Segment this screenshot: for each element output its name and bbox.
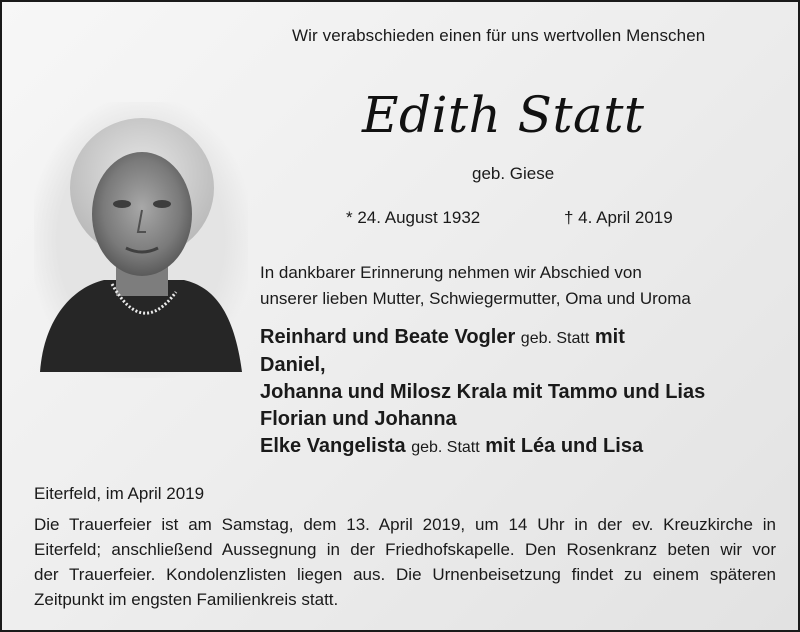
portrait-illustration — [34, 102, 248, 378]
death-date: † 4. April 2019 — [564, 208, 673, 227]
ceremony-line: der Trauerfeier. Kondolenzlisten liegen aus. Die Urnenbeisetzung findet zu einem späteren — [34, 565, 776, 584]
intro-text: Wir verabschieden einen für uns wertvollen Menschen — [292, 26, 706, 45]
memory-line: unserer lieben Mutter, Schwiegermutter, Oma und Uroma — [260, 289, 691, 308]
portrait-photo — [34, 102, 248, 378]
memory-line: In dankbarer Erinnerung nehmen wir Abschied von — [260, 263, 642, 282]
deceased-name: Edith Statt — [362, 86, 645, 144]
mourner-line: Johanna und Milosz Krala mit Tammo und Lias — [260, 381, 706, 403]
mourner-line: Florian und Johanna — [260, 408, 457, 430]
memory-text — [260, 260, 691, 312]
mourner-line: Daniel, — [260, 354, 326, 376]
place-date: Eiterfeld, im April 2019 — [34, 484, 205, 503]
mourner-line — [260, 433, 705, 461]
mourner-tail: mit — [594, 326, 625, 348]
birth-name: geb. Statt — [411, 439, 480, 456]
mourner-tail: mit Léa und Lisa — [485, 435, 644, 457]
birth-date: * 24. August 1932 — [346, 208, 481, 227]
mourners-list — [260, 324, 705, 461]
ceremony-line: Zeitpunkt im engsten Familienkreis statt. — [34, 590, 339, 609]
ceremony-line: Eiterfeld; anschließend Aussegnung in der Friedhofskapelle. Den Rosenkranz beten wir vor — [34, 540, 776, 559]
mourner-line — [260, 324, 705, 352]
mourner-names: Reinhard und Beate Vogler — [260, 326, 516, 348]
maiden-name: geb. Giese — [472, 164, 555, 183]
mourner-names: Elke Vangelista — [260, 435, 406, 457]
ceremony-text — [34, 512, 776, 612]
ceremony-line: Die Trauerfeier ist am Samstag, dem 13. April 2019, um 14 Uhr in der ev. Kreuzkirche in — [34, 515, 776, 534]
birth-name: geb. Statt — [520, 330, 590, 347]
